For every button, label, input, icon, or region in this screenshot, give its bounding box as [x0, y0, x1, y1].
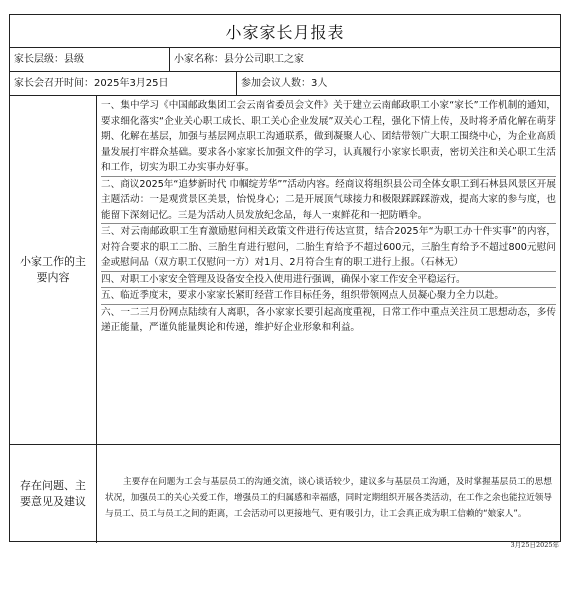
work-item-3: 三、对云南邮政职工生育激励慰问相关政策文件进行传达宣贯，结合2025年“为职工办十件实事”的内容，对符合要求的职工二胎、三胎生育进行慰问，二胎生育给予不超过600元，三胎生育给予不超过800元慰问金或慰问品（双方职工仅慰问一方）对1月、2月符合生育的职工进行上报。（石林无）: [101, 224, 556, 272]
issues-body: 主要存在问题为工会与基层员工的沟通交流，谈心谈话较少，建议多与基层员工沟通，及时掌握基层员工的思想状况，加强员工的关心关爱工作，增强员工的归属感和幸福感，同时定期组织开展各类活动，在工作之余也能拉近领导与员工、员工与员工之间的距离，工会活动可以更接地气、更有吸引力，让工会真正成为职工信赖的“娘家人”。: [105, 477, 552, 519]
attendee-count: 参加会议人数：3人: [241, 77, 328, 89]
monthly-report-table: [9, 14, 561, 542]
family-level: 家长层级：县级: [10, 48, 170, 71]
main-content-body: [97, 96, 560, 444]
issues-label: 存在问题、主要意见及建议: [10, 445, 97, 543]
meeting-time: 家长会召开时间：2025年3月25日: [10, 72, 237, 95]
work-item-4: 四、对职工小家安全管理及设备安全投入使用进行强调，确保小家工作安全平稳运行。: [101, 272, 556, 289]
work-item-5: 五、临近季度末，要求小家家长紧盯经营工作目标任务，组织带领网点人员凝心聚力全力以赴。: [101, 288, 556, 305]
issues-row: [10, 445, 560, 543]
home-name: 小家名称：县分公司职工之家: [174, 53, 304, 65]
info-row-1: [10, 48, 560, 72]
work-item-1: 一、集中学习《中国邮政集团工会云南省委员会文件》关于建立云南邮政职工小家“家长”工作机制的通知，要求细化落实“企业关心职工成长、职工关心企业发展”双关心工程，强化下情上传，及时将矛盾化解在萌芽期、化解在基层，加强与基层网点职工沟通联系，做到凝聚人心、团结带领广大职工围绕中心，为企业高质量发展打牢群众基础。要求各小家家长加强文件的学习，认真履行小家家长职责，密切关注和关心职工生活和工作，切实为职工办实事办好事。: [101, 98, 556, 177]
report-title: 小家家长月报表: [10, 15, 560, 48]
footer-date: 3月25日2025年: [510, 541, 559, 549]
main-content-row: [10, 96, 560, 445]
work-item-2: 二、商议2025年“追梦新时代 巾帼绽芳华””活动内容。经商议将组织县公司全体女职工到石林县风景区开展主题活动：一是观赏景区美景，怡悦身心；二是开展顶气球接力和极限踩踩踩游戏，提高大家的参与度，也能留下深刻记忆。三是为活动人员发放纪念品，每人一束鲜花和一把防晒伞。: [101, 177, 556, 225]
main-content-label: 小家工作的主要内容: [10, 96, 97, 444]
work-item-6: 六、一二三月份网点陆续有人离职，各小家家长要引起高度重视，日常工作中重点关注员工思想动态，多传递正能量，严谨负能量舆论和传递，维护好企业形象和利益。: [101, 306, 556, 333]
info-row-2: [10, 72, 560, 96]
